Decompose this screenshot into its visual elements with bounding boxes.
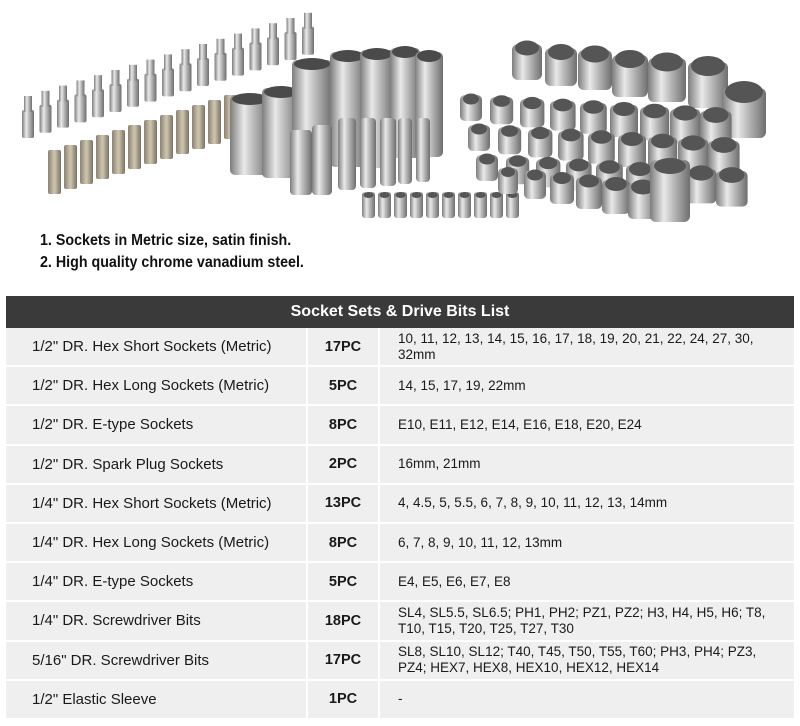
table-row [6,406,794,445]
table-row [6,446,794,485]
item-quantity: 8PC [308,524,378,561]
item-name: 1/4" DR. E-type Sockets [6,563,306,600]
long-socket [398,118,412,184]
item-quantity: 5PC [308,563,378,600]
item-quantity: 17PC [308,328,378,365]
table-row [6,602,794,641]
item-sizes: SL4, SL5.5, SL6.5; PH1, PH2; PZ1, PZ2; H3, H4, H5, H6; T8, T10, T15, T20, T25, T27, T30 [380,602,794,639]
screwdriver-bit [180,63,192,91]
screwdriver-bit [160,115,173,159]
item-name: 5/16" DR. Screwdriver Bits [6,642,306,679]
screwdriver-bit [250,42,262,70]
product-photo [0,0,800,245]
screwdriver-bit [197,58,209,86]
screwdriver-bit [75,94,87,122]
item-quantity: 18PC [308,602,378,639]
socket-list-table [6,296,794,720]
screwdriver-bit [110,84,122,112]
screwdriver-bit [128,125,141,169]
screwdriver-bit [64,145,77,189]
screwdriver-bit [215,53,227,81]
screwdriver-bit [92,89,104,117]
feature-item: 1. Sockets in Metric size, satin finish. [40,232,292,249]
screwdriver-bit [40,105,52,133]
table-row [6,642,794,681]
features-list [40,230,327,274]
table-row [6,524,794,563]
screwdriver-bit [267,37,279,65]
item-quantity: 8PC [308,406,378,443]
item-quantity: 17PC [308,642,378,679]
item-sizes: 16mm, 21mm [380,446,794,483]
screwdriver-bit [57,100,69,128]
table-row [6,367,794,406]
table-title: Socket Sets & Drive Bits List [6,296,794,328]
item-name: 1/2" DR. Hex Short Sockets (Metric) [6,328,306,365]
table-row [6,563,794,602]
item-sizes: 14, 15, 17, 19, 22mm [380,367,794,404]
item-quantity: 5PC [308,367,378,404]
screwdriver-bit [232,48,244,76]
screwdriver-bit [208,100,221,144]
item-name: 1/4" DR. Hex Short Sockets (Metric) [6,485,306,522]
screwdriver-bit [302,27,314,55]
item-sizes: 6, 7, 8, 9, 10, 11, 12, 13mm [380,524,794,561]
item-sizes: 4, 4.5, 5, 5.5, 6, 7, 8, 9, 10, 11, 12, 13, 14mm [380,485,794,522]
item-sizes: 10, 11, 12, 13, 14, 15, 16, 17, 18, 19, 20, 21, 22, 24, 27, 30, 32mm [380,328,794,365]
item-name: 1/2" DR. Spark Plug Sockets [6,446,306,483]
screwdriver-bit [162,68,174,96]
long-socket [312,125,332,195]
long-socket [360,118,376,188]
item-name: 1/2" Elastic Sleeve [6,681,306,718]
table-row [6,328,794,367]
item-sizes: E10, E11, E12, E14, E16, E18, E20, E24 [380,406,794,443]
item-sizes: SL8, SL10, SL12; T40, T45, T50, T55, T60; PH3, PH4; PZ3, PZ4; HEX7, HEX8, HEX10, HEX12, HEX14 [380,642,794,679]
item-sizes: - [380,681,794,718]
table-row [6,485,794,524]
item-name: 1/2" DR. E-type Sockets [6,406,306,443]
long-socket [416,118,430,182]
long-socket [290,130,312,195]
feature-item: 2. High quality chrome vanadium steel. [40,254,304,271]
long-socket [380,118,396,186]
item-name: 1/2" DR. Hex Long Sockets (Metric) [6,367,306,404]
screwdriver-bit [22,110,34,138]
screwdriver-bit [145,74,157,102]
long-socket [338,118,356,190]
item-quantity: 1PC [308,681,378,718]
screwdriver-bit [112,130,125,174]
item-name: 1/4" DR. Hex Long Sockets (Metric) [6,524,306,561]
screwdriver-bit [127,79,139,107]
screwdriver-bit [144,120,157,164]
screwdriver-bit [192,105,205,149]
screwdriver-bit [80,140,93,184]
item-quantity: 2PC [308,446,378,483]
table-row [6,681,794,720]
screwdriver-bit [48,150,61,194]
screwdriver-bit [285,32,297,60]
item-quantity: 13PC [308,485,378,522]
item-sizes: E4, E5, E6, E7, E8 [380,563,794,600]
screwdriver-bit [96,135,109,179]
screwdriver-bit [176,110,189,154]
item-name: 1/4" DR. Screwdriver Bits [6,602,306,639]
